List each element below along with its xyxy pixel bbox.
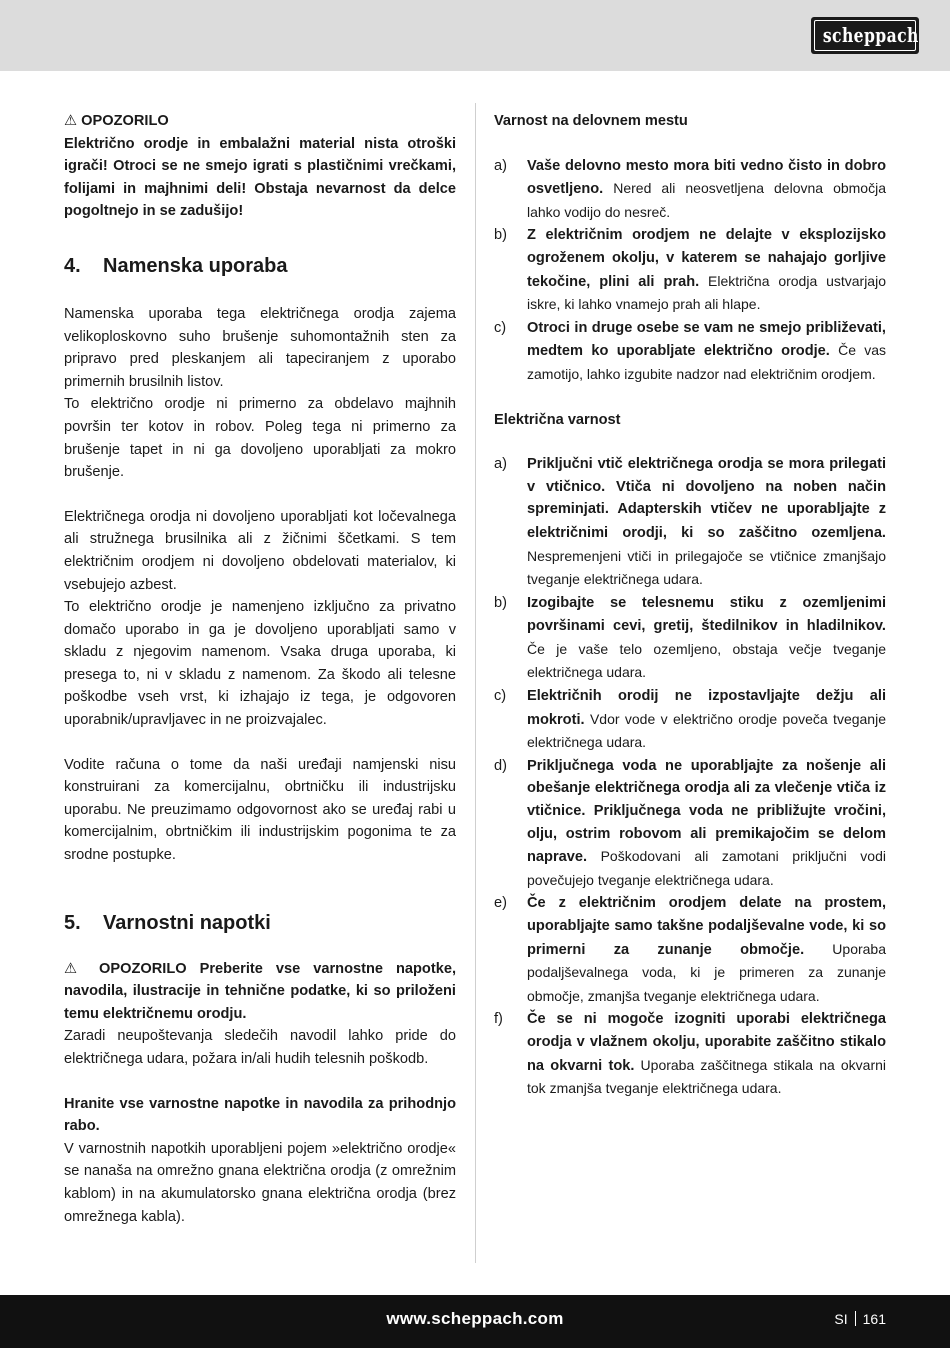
list-item [494, 224, 886, 316]
warning-triangle-icon: ⚠ [64, 113, 78, 129]
section-number: 4. [64, 254, 81, 277]
item-bold: Priključni vtič električnega orodja se mora prilegati v vtičnico. Vtiča ni dovoljeno na noben način spreminjati. Adapterskih vtičev ne uporabljajte z električnimi orodji, ki so zaščitno ozemljena. [527, 456, 886, 541]
item-text: Nered ali neosvetljena delovna območja lahko vodijo do nesreč. [527, 180, 886, 220]
section-4-heading [64, 253, 456, 279]
keep-instructions-heading: Hranite vse varnostne napotke in navodila za prihodnjo rabo. [64, 1095, 456, 1135]
item-text: Uporaba zaščitnega stikala na okvarni tok zmanjša tveganje električnega udara. [527, 1056, 886, 1097]
workplace-safety-heading: Varnost na delovnem mestu [494, 113, 688, 129]
page-number: 161 [862, 1311, 886, 1327]
item-bold: Otroci in druge osebe se vam ne smejo približevati, medtem ko uporabljate električno orodje. [527, 319, 886, 360]
workplace-safety-list [494, 155, 886, 387]
item-text: Uporaba podaljševalnega voda, ki je primeren za zunanje območje, zmanjša tveganje električnega udara. [527, 940, 886, 1004]
item-label: b) [494, 594, 507, 611]
section-title: Namenska uporaba [103, 254, 288, 277]
footer-website-link[interactable]: www.scheppach.com [386, 1309, 564, 1328]
page-indicator [834, 1311, 886, 1327]
item-bold: Priključnega voda ne uporabljajte za nošenje ali obešanje električnega orodja ali za vlečenje vtiča iz vtičnice. Priključnega voda ne približujte vročini, olju, ostrim robovom ali premikajočim se delom naprave. [527, 757, 886, 866]
paragraph: Zaradi neupoštevanja sledečih navodil lahko pride do električnega udara, požara in/ali hudih telesnih poškodb. [64, 1028, 456, 1067]
paragraph: To električno orodje je namenjeno izključno za privatno domačo uporabo in ga je dovoljeno uporabljati samo v skladu z njegovim namenom. Vsaka druga uporaba, ki presega to, ni v skladu z namenom. Za škodo ali telesne poškodbe vseh vrst, ki izhajajo iz tega, je odgovoren uporabnik/upravljavec in ne proizvajalec. [64, 599, 456, 729]
item-label: f) [494, 1011, 503, 1028]
item-text: Če je vaše telo ozemljeno, obstaja večje tveganje električnega udara. [527, 640, 886, 681]
list-item [494, 155, 886, 225]
item-label: b) [494, 227, 507, 244]
page-footer [0, 1295, 950, 1348]
item-bold: Če se ni mogoče izogniti uporabi električnega orodja v vlažnem okolju, uporabite zaščitno stikalo na okvarni tok. [527, 1011, 886, 1074]
language-code: SI [834, 1311, 848, 1327]
electrical-safety-list [494, 453, 886, 1101]
item-bold: Izogibajte se telesnemu stiku z ozemljenimi površinami cevi, gretij, štedilnikov in hladilnikov. [527, 594, 886, 635]
list-item [494, 755, 886, 893]
warning-heading [64, 110, 456, 133]
section-5-heading [64, 910, 456, 936]
page-separator [855, 1311, 856, 1326]
item-text: Električna orodja ustvarjajo iskre, ki lahko vnamejo prah ali hlape. [527, 272, 886, 313]
warning-text: Električno orodje in embalažni material nista otroški igrači! Otroci se ne smejo igrati s plastičnimi vrečkami, folijami in majhnimi deli! Obstaja nevarnost da delce pogoltnejo in se zadušijo! [64, 135, 456, 220]
left-column [64, 110, 456, 1228]
item-label: a) [494, 456, 507, 473]
paragraph: To električno orodje ni primerno za obdelavo majhnih površin ter kotov in robov. Poleg tega ni primerno za brušenje tapet in ni ga dovoljeno uporabljati za mokro brušenje. [64, 396, 456, 481]
list-item [494, 685, 886, 755]
page-header [0, 0, 950, 71]
logo-text: scheppach [822, 23, 919, 47]
paragraph: Namenska uporaba tega električnega orodja zajema velikoploskovno suho brušenje suhomontažnih sten za pripravo pred pleskanjem ali tapeciranjem z uporabo primernih brusilnih listov. [64, 305, 456, 390]
item-label: a) [494, 157, 507, 174]
item-bold: Če z električnim orodjem delate na prostem, uporabljajte samo takšne podaljševalne vode, ki so primerni za zunanje območje. [527, 895, 886, 958]
item-text: Nespremenjeni vtiči in prilegajoče se vtičnice zmanjšajo tveganje električnega udara. [527, 547, 886, 588]
warning-label: OPOZORILO [81, 113, 169, 129]
warning-block [64, 110, 456, 223]
item-text: Vdor vode v električno orodje poveča tveganje električnega udara. [527, 710, 886, 751]
list-item [494, 1008, 886, 1100]
scheppach-logo [811, 17, 919, 54]
item-bold: Z električnim orodjem ne delajte v eksplozijsko ogroženem okolju, v katerem se nahajajo gorljive tekočine, plini ali prah. [527, 227, 886, 290]
safety-warning-text: OPOZORILO Preberite vse varnostne napotke, navodila, ilustracije in tehnične podatke, ki so priloženi temu električnemu orodju. [64, 960, 456, 1022]
warning-triangle-icon: ⚠ [64, 960, 87, 977]
item-text: Če vas zamotijo, lahko izgubite nadzor nad električnim orodjem. [527, 342, 886, 382]
list-item [494, 592, 886, 685]
column-divider [475, 103, 476, 1263]
item-bold: Električnih orodij ne izpostavljajte dežju ali mokroti. [527, 688, 886, 728]
item-label: c) [494, 319, 507, 336]
item-label: d) [494, 757, 507, 774]
list-item [494, 317, 886, 387]
item-text: Poškodovani ali zamotani priključni vodi povečujejo tveganje električnega udara. [527, 848, 886, 888]
item-label: e) [494, 895, 507, 912]
safety-warning [64, 958, 456, 1026]
section-number: 5. [64, 911, 81, 934]
electrical-safety-heading: Električna varnost [494, 411, 621, 428]
paragraph: V varnostnih napotkih uporabljeni pojem »električno orodje« se nanaša na omrežno gnana električna orodja (z omrežnim kablom) in na akumulatorsko gnana električna orodja (brez omrežnega kabla). [64, 1140, 456, 1225]
item-label: c) [494, 688, 507, 705]
paragraph: Vodite računa o tome da naši uređaji namjenski nisu konstruirani za komercijalnu, obrtničku ili industrijsku uporabu. Ne preuzimamo odgovornost ako se uređaj rabi u komercijalnim, obrtničkim ili industrijskim pogonima te za srodne postupke. [64, 756, 456, 864]
paragraph: Električnega orodja ni dovoljeno uporabljati kot ločevalnega ali stružnega brusilnika ali z žičnimi ščetkami. S tem električnim orodjem ni dovoljeno obdelovati materialov, ki vsebujejo azbest. [64, 508, 456, 593]
list-item [494, 453, 886, 592]
item-bold: Vaše delovno mesto mora biti vedno čisto in dobro osvetljeno. [527, 157, 886, 198]
list-item [494, 892, 886, 1008]
section-title: Varnostni napotki [103, 911, 271, 934]
right-column [494, 110, 886, 1101]
